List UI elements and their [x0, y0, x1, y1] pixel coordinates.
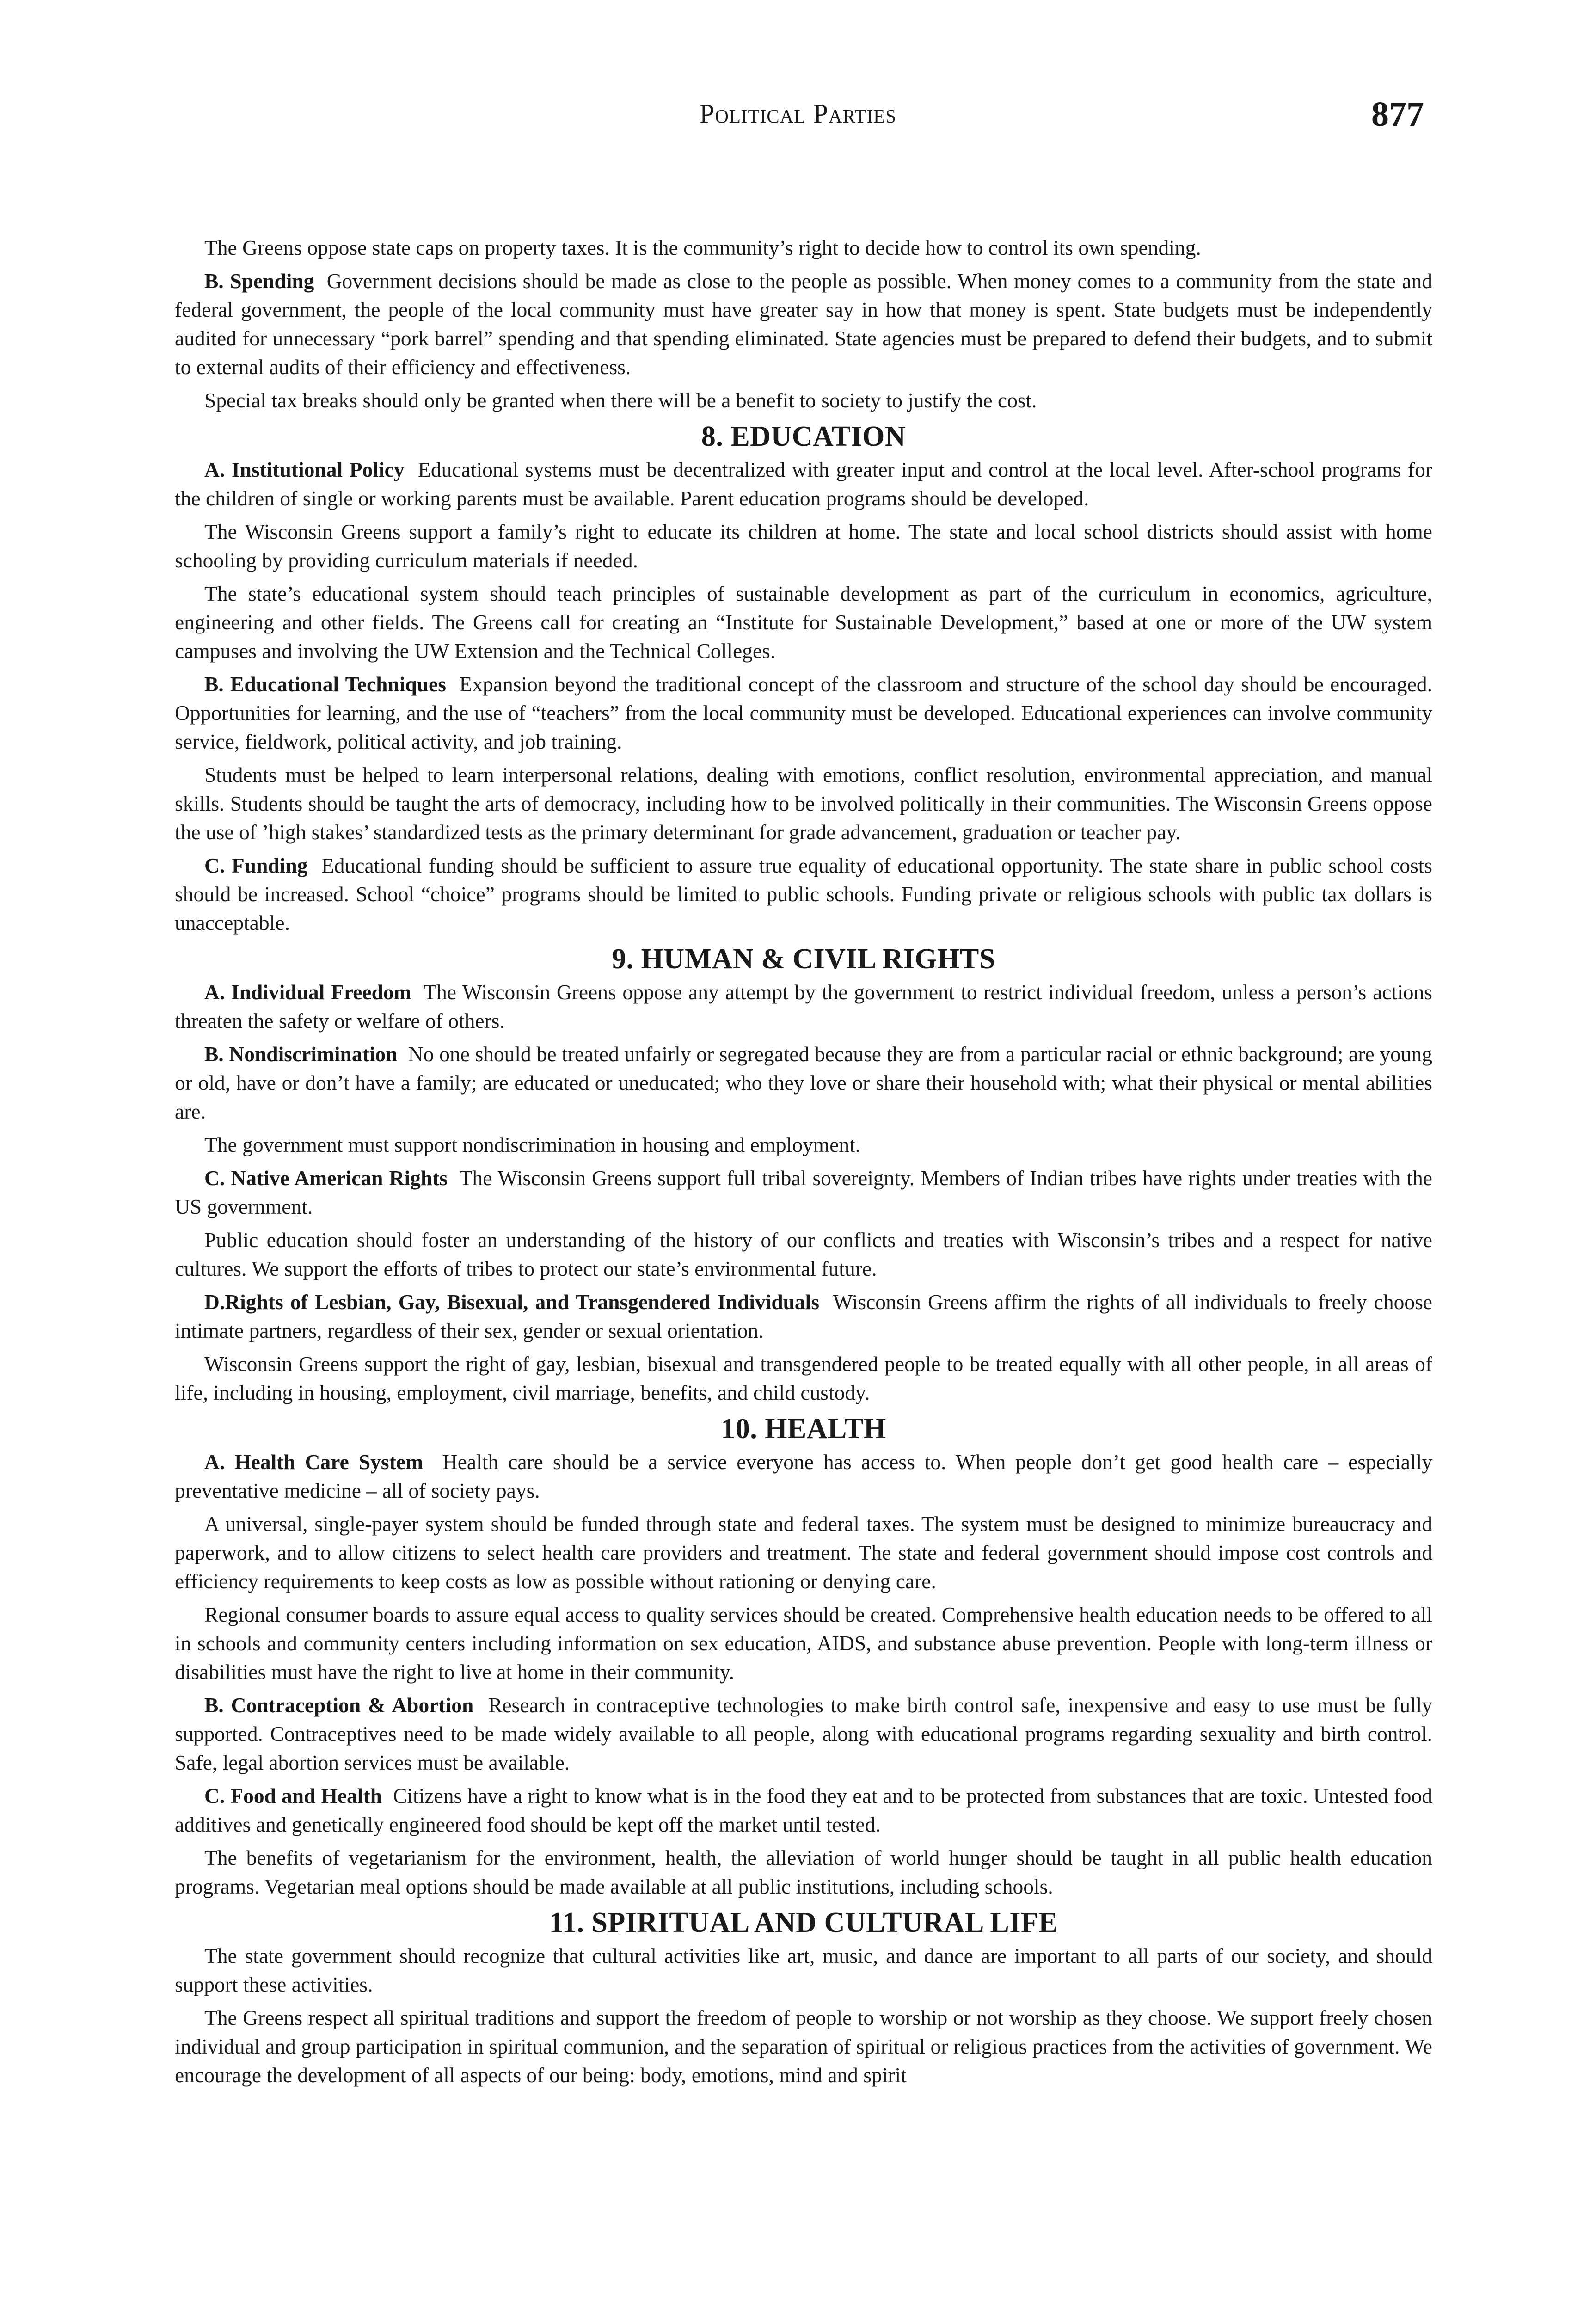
- paragraph: A universal, single-payer system should be funded through state and federal taxes. The system must be designed to minimize bureaucracy and paperwork, and to allow citizens to select health care providers and treatment. The state and federal government should impose cost controls and efficiency requirements to keep costs as low as possible without rationing or denying care.: [175, 1512, 1432, 1593]
- section-heading: 8. EDUCATION: [701, 421, 906, 452]
- paragraph: [175, 978, 1432, 1035]
- paragraph: The Greens respect all spiritual traditions and support the freedom of people to worship or not worship as they choose. We support freely chosen individual and group participation in spiritual communion, and the separation of spiritual or religious practices from the activities of government. We encourage the development of all aspects of our being: body, emotions, mind and spirit: [175, 2006, 1432, 2087]
- run-in-heading: C. Native American Rights: [204, 1166, 448, 1190]
- running-header: [172, 95, 1424, 140]
- paragraph-text: Government decisions should be made as close to the people as possible. When money comes to a community from the state and federal government, the people of the local community must have greater say in how that money is spent. State budgets must be independently audited for unnecessary “pork barrel” spending and that spending eliminated. State agencies must be prepared to defend their budgets, and to submit to external audits of their efficiency and effectiveness.: [175, 269, 1433, 379]
- paragraph-text: Health care should be a service everyone has access to. When people don’t get good health care – especially preventative medicine – all of society pays.: [175, 1450, 1433, 1502]
- paragraph: Regional consumer boards to assure equal access to quality services should be created. Comprehensive health education needs to be offered to all in schools and community centers including information on sex education, AIDS, and substance abuse prevention. People with long-term illness or disabilities must have the right to live at home in their community.: [175, 1603, 1432, 1684]
- paragraph: [175, 1164, 1432, 1221]
- paragraph: The Wisconsin Greens support a family’s right to educate its children at home. The state and local school districts should assist with home schooling by providing curriculum materials if needed.: [175, 520, 1432, 572]
- section-heading: 10. HEALTH: [721, 1413, 886, 1445]
- run-in-heading: C. Funding: [204, 854, 308, 877]
- paragraph-text: Educational funding should be sufficient to assure true equality of educational opportunity. The state share in public school costs should be increased. School “choice” programs should be limited to public schools. Funding private or religious schools with public tax dollars is unacceptable.: [175, 854, 1433, 935]
- run-in-heading: A. Institutional Policy: [204, 458, 405, 481]
- paragraph: The benefits of vegetarianism for the environment, health, the alleviation of world hunger should be taught in all public health education programs. Vegetarian meal options should be made available at all public institutions, including schools.: [175, 1846, 1432, 1898]
- paragraph: Students must be helped to learn interpersonal relations, dealing with emotions, conflict resolution, environmental appreciation, and manual skills. Students should be taught the arts of democracy, including how to be involved politically in their communities. The Wisconsin Greens oppose the use of ’high stakes’ standardized tests as the primary determinant for grade advancement, graduation or teacher pay.: [175, 763, 1432, 844]
- run-in-heading: C. Food and Health: [204, 1784, 382, 1808]
- paragraph-text: Research in contraceptive technologies to make birth control safe, inexpensive and easy to use must be fully supported. Contraceptives need to be made widely available to all people, along with educational programs regarding sexuality and birth control. Safe, legal abortion services must be available.: [175, 1693, 1433, 1774]
- paragraph: The state’s educational system should teach principles of sustainable development as part of the curriculum in economics, agriculture, engineering and other fields. The Greens call for creating an “Institute for Sustainable Development,” based at one or more of the UW system campuses and involving the UW Extension and the Technical Colleges.: [175, 582, 1432, 663]
- page-number: 877: [1371, 95, 1424, 134]
- paragraph: [175, 1040, 1432, 1126]
- run-in-heading: A. Health Care System: [204, 1450, 423, 1474]
- run-in-heading: D.Rights of Lesbian, Gay, Bisexual, and Transgendered Individuals: [204, 1290, 820, 1314]
- paragraph-text: No one should be treated unfairly or segregated because they are from a particular racial or ethnic background; are young or old, have or don’t have a family; are educated or uneducated; who they love or share their household with; what their physical or mental abilities are.: [175, 1042, 1433, 1123]
- paragraph-text: Educational systems must be decentralized with greater input and control at the local level. After-school programs for the children of single or working parents must be available. Parent education programs should be developed.: [175, 458, 1432, 510]
- paragraph: Wisconsin Greens support the right of gay, lesbian, bisexual and transgendered people to be treated equally with all other people, in all areas of life, including in housing, employment, civil marriage, benefits, and child custody.: [175, 1352, 1432, 1404]
- paragraph: The government must support nondiscrimination in housing and employment.: [204, 1133, 861, 1156]
- run-in-heading: B. Spending: [204, 269, 314, 293]
- running-title: Political Parties: [699, 98, 897, 129]
- paragraph: [175, 1691, 1432, 1777]
- paragraph-text: Expansion beyond the traditional concept of the classroom and structure of the school day should be encouraged. Opportunities for learning, and the use of “teachers” from the local community must be developed. Educational experiences can involve community service, fieldwork, political activity, and job training.: [175, 672, 1433, 753]
- run-in-heading: B. Nondiscrimination: [204, 1042, 398, 1066]
- section-heading: 9. HUMAN & CIVIL RIGHTS: [612, 943, 995, 975]
- body-text: [175, 234, 1432, 2094]
- paragraph-text: Citizens have a right to know what is in the food they eat and to be protected from substances that are toxic. Untested food additives and genetically engineered food should be kept off the market until tested.: [175, 1784, 1432, 1836]
- paragraph-text: The Wisconsin Greens support full tribal sovereignty. Members of Indian tribes have rights under treaties with the US government.: [175, 1166, 1432, 1218]
- paragraph-text: The Wisconsin Greens oppose any attempt by the government to restrict individual freedom, unless a person’s actions threaten the safety or welfare of others.: [175, 980, 1432, 1033]
- paragraph: [175, 267, 1432, 381]
- paragraph: [175, 455, 1432, 513]
- paragraph: [175, 670, 1432, 756]
- run-in-heading: A. Individual Freedom: [204, 980, 411, 1004]
- paragraph-text: Wisconsin Greens affirm the rights of all individuals to freely choose intimate partners, regardless of their sex, gender or sexual orientation.: [175, 1290, 1433, 1342]
- paragraph: The Greens oppose state caps on property taxes. It is the community’s right to decide how to control its own spending.: [204, 236, 1201, 259]
- run-in-heading: B. Contraception & Abortion: [204, 1693, 474, 1717]
- paragraph: [175, 1782, 1432, 1839]
- paragraph: Public education should foster an understanding of the history of our conflicts and treaties with Wisconsin’s tribes and a respect for native cultures. We support the efforts of tribes to protect our state’s environmental future.: [175, 1228, 1432, 1280]
- paragraph: Special tax breaks should only be granted when there will be a benefit to society to justify the cost.: [204, 388, 1037, 412]
- section-heading: 11. SPIRITUAL AND CULTURAL LIFE: [549, 1907, 1058, 1938]
- paragraph: [175, 851, 1432, 937]
- paragraph: The state government should recognize that cultural activities like art, music, and dance are important to all parts of our society, and should support these activities.: [175, 1944, 1432, 1996]
- paragraph: [175, 1448, 1432, 1505]
- run-in-heading: B. Educational Techniques: [204, 672, 446, 696]
- paragraph: [175, 1288, 1432, 1345]
